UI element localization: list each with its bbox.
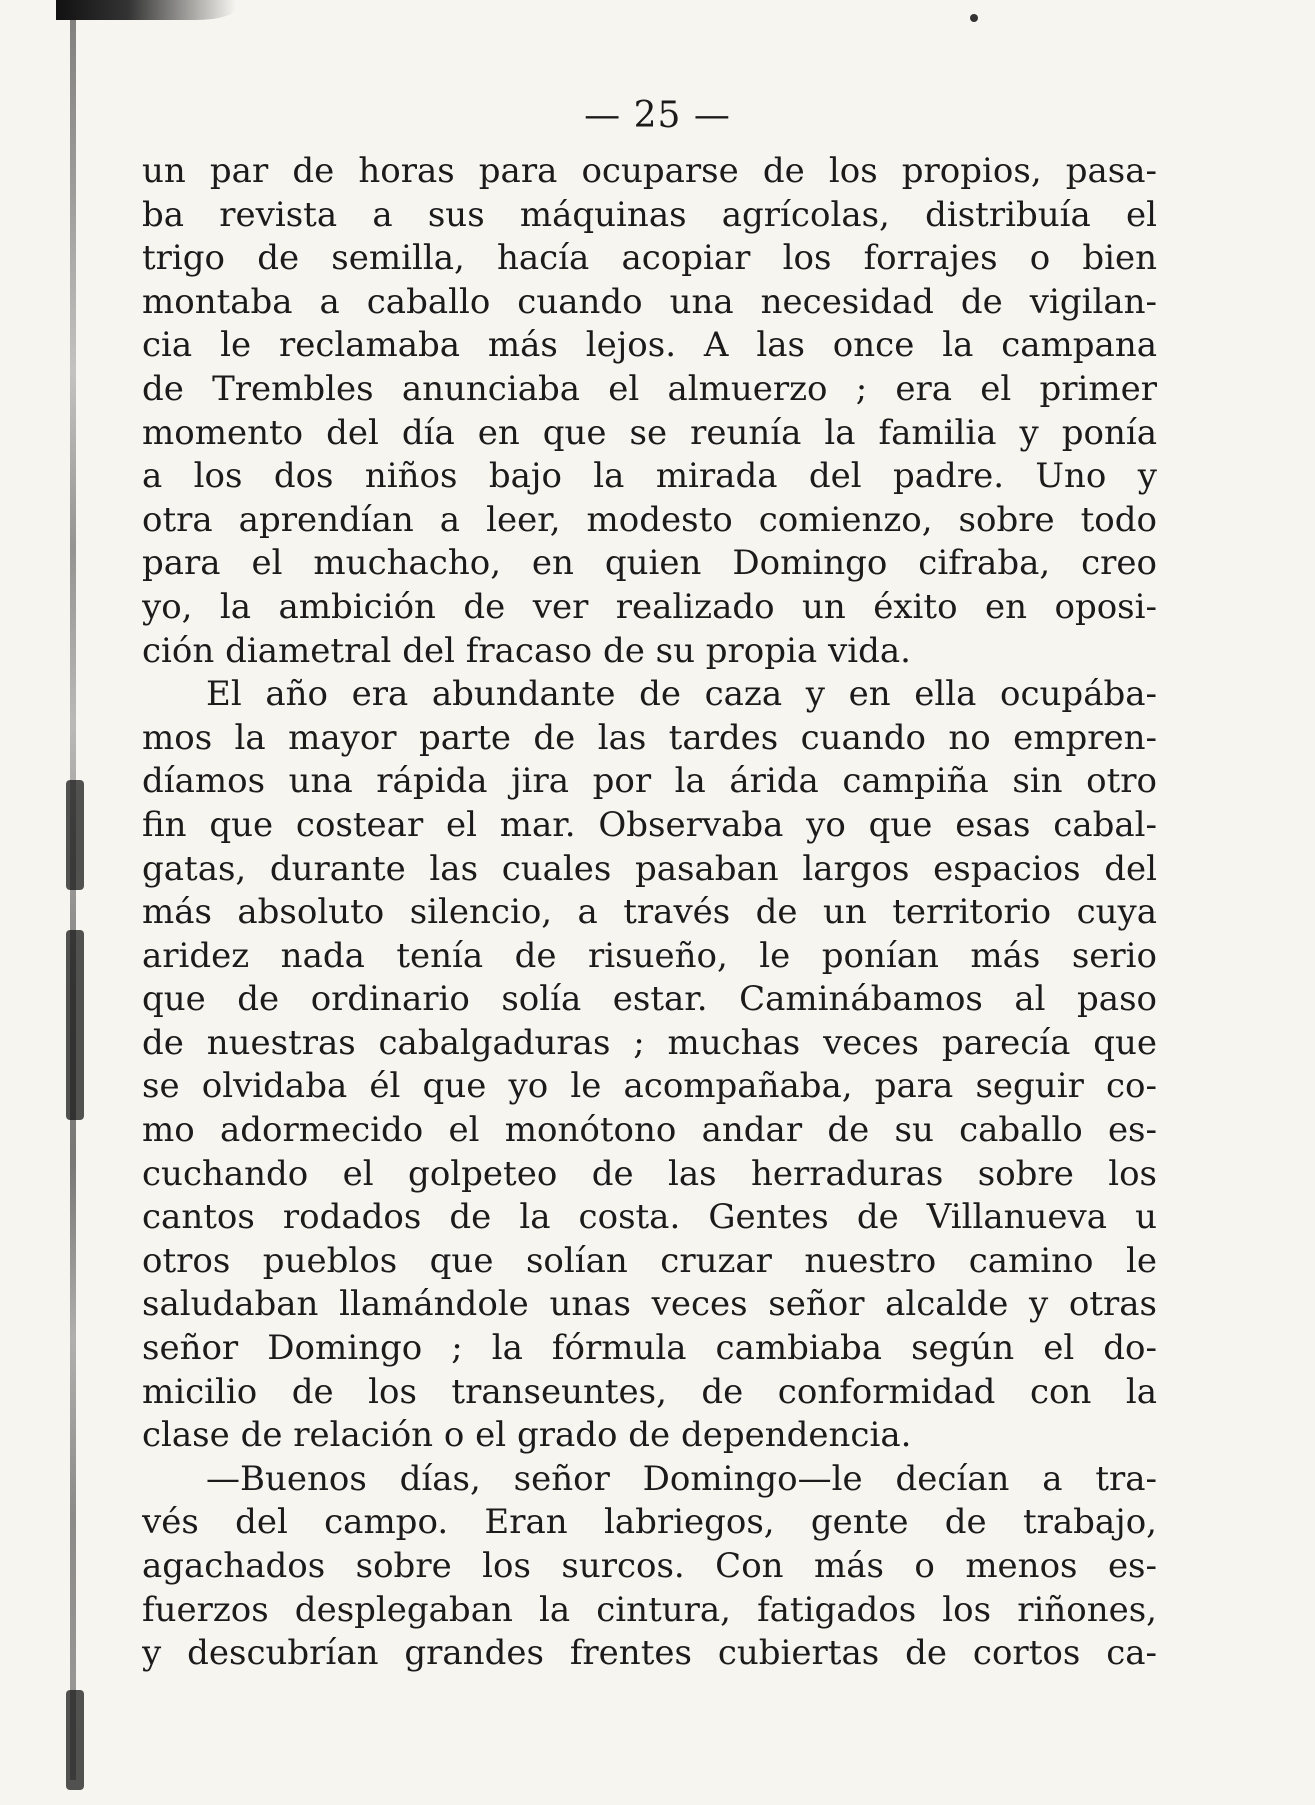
text-line: señor Domingo ; la fórmula cambiaba según el do- bbox=[142, 1328, 1157, 1369]
text-line: otros pueblos que solían cruzar nuestro camino le bbox=[142, 1240, 1157, 1281]
text-line: cia le reclamaba más lejos. A las once la campana bbox=[142, 325, 1157, 366]
text-line: momento del día en que se reunía la familia y ponía bbox=[142, 412, 1157, 453]
binding-ink-blot bbox=[66, 1690, 84, 1790]
text-line: ba revista a sus máquinas agrícolas, distribuía el bbox=[142, 194, 1157, 235]
ink-speck bbox=[970, 14, 978, 22]
binding-spine-shadow bbox=[70, 20, 76, 1780]
text-line: yo, la ambición de ver realizado un éxito en oposi- bbox=[142, 586, 1157, 627]
text-line: trigo de semilla, hacía acopiar los forrajes o bien bbox=[142, 238, 1157, 279]
text-line: fuerzos desplegaban la cintura, fatigados los riñones, bbox=[142, 1589, 1157, 1630]
text-line: micilio de los transeuntes, de conformidad con la bbox=[142, 1371, 1157, 1412]
page-number: — 25 — bbox=[584, 95, 731, 136]
text-line: que de ordinario solía estar. Caminábamos al paso bbox=[142, 979, 1157, 1020]
text-line: fin que costear el mar. Observaba yo que esas cabal- bbox=[142, 804, 1157, 845]
text-line: mos la mayor parte de las tardes cuando no empren- bbox=[142, 717, 1157, 758]
text-line: mo adormecido el monótono andar de su caballo es- bbox=[142, 1110, 1157, 1151]
text-line: El año era abundante de caza y en ella ocupába- bbox=[206, 674, 1157, 715]
text-line: montaba a caballo cuando una necesidad de vigilan- bbox=[142, 281, 1157, 322]
text-line: un par de horas para ocuparse de los propios, pasa- bbox=[142, 151, 1157, 191]
text-line: cantos rodados de la costa. Gentes de Villanueva u bbox=[142, 1197, 1157, 1238]
text-line: de nuestras cabalgaduras ; muchas veces parecía que bbox=[142, 1022, 1157, 1063]
binding-edge-shadow bbox=[56, 0, 116, 1805]
text-line: aridez nada tenía de risueño, le ponían más serio bbox=[142, 935, 1157, 976]
text-line: para el muchacho, en quien Domingo cifraba, creo bbox=[142, 543, 1157, 584]
text-line: a los dos niños bajo la mirada del padre. Uno y bbox=[142, 456, 1157, 497]
text-line: se olvidaba él que yo le acompañaba, para seguir co- bbox=[142, 1066, 1157, 1107]
text-line: ción diametral del fracaso de su propia vida. bbox=[142, 630, 911, 671]
text-line: más absoluto silencio, a través de un territorio cuya bbox=[142, 892, 1157, 933]
body-text bbox=[142, 150, 1157, 1676]
text-line: díamos una rápida jira por la árida campiña sin otro bbox=[142, 761, 1157, 802]
text-line: saludaban llamándole unas veces señor alcalde y otras bbox=[142, 1284, 1157, 1325]
binding-ink-blot bbox=[66, 930, 84, 1120]
text-line: y descubrían grandes frentes cubiertas de cortos ca- bbox=[142, 1633, 1157, 1674]
text-line: cuchando el golpeteo de las herraduras sobre los bbox=[142, 1153, 1157, 1194]
text-line: vés del campo. Eran labriegos, gente de trabajo, bbox=[142, 1502, 1157, 1543]
binding-corner-shadow bbox=[56, 0, 236, 20]
text-line: otra aprendían a leer, modesto comienzo, sobre todo bbox=[142, 499, 1157, 540]
binding-ink-blot bbox=[66, 780, 84, 890]
text-line: —Buenos días, señor Domingo—le decían a tra- bbox=[206, 1458, 1157, 1499]
text-line: agachados sobre los surcos. Con más o menos es- bbox=[142, 1546, 1157, 1586]
text-line: de Trembles anunciaba el almuerzo ; era el primer bbox=[142, 368, 1157, 409]
text-line: gatas, durante las cuales pasaban largos espacios del bbox=[142, 848, 1157, 889]
text-line: clase de relación o el grado de dependencia. bbox=[142, 1415, 912, 1456]
